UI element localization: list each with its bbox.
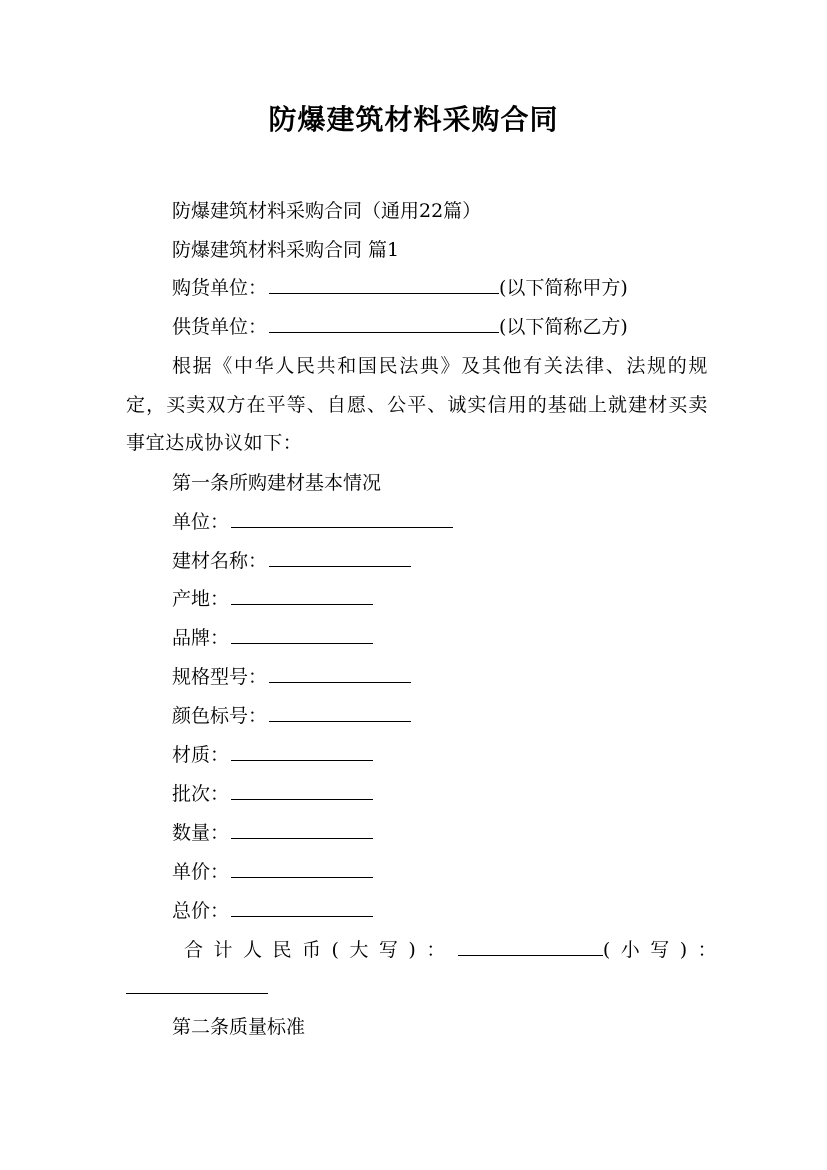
field-blank (269, 548, 411, 567)
field-label: 颜色标号： (172, 705, 268, 727)
field-unit-price (172, 853, 712, 892)
field-label: 单位： (172, 511, 230, 533)
subtitle: 防爆建筑材料采购合同（通用22篇） (172, 200, 482, 222)
supplier-blank (269, 314, 499, 333)
field-blank (231, 625, 373, 644)
field-spec (172, 658, 712, 697)
field-label: 产地： (172, 588, 230, 610)
total-rmb-lower-blank (126, 975, 268, 994)
supplier-label: 供货单位： (172, 316, 268, 338)
field-blank (269, 664, 411, 683)
total-rmb-line (184, 931, 728, 970)
buyer-suffix: (以下简称甲方) (499, 277, 628, 299)
field-blank (269, 703, 411, 722)
field-label: 品牌： (172, 627, 230, 649)
field-blank (231, 820, 373, 839)
total-rmb-upper-blank (458, 937, 603, 956)
buyer-blank (269, 275, 499, 294)
field-label: 规格型号： (172, 666, 268, 688)
section-heading: 防爆建筑材料采购合同 篇1 (172, 239, 400, 261)
field-batch (172, 775, 712, 814)
buyer-label: 购货单位： (172, 277, 268, 299)
field-blank (231, 509, 453, 528)
field-origin (172, 580, 712, 619)
intro-paragraph: 根据《中华人民共和国民法典》及其他有关法律、法规的规定，买卖双方在平等、自愿、公平、诚实信用的基础上就建材买卖事宜达成协议如下： (126, 355, 708, 454)
field-total-price (172, 892, 712, 931)
document-title: 防爆建筑材料采购合同 (268, 103, 559, 136)
total-rmb-upper-label: 合计人民币(大写)： (184, 939, 456, 961)
field-label: 建材名称： (172, 550, 268, 572)
field-material-name (172, 542, 712, 581)
total-rmb-lower-label: (小写)： (602, 939, 728, 961)
article1-title: 第一条所购建材基本情况 (172, 472, 382, 494)
field-material (172, 736, 712, 775)
field-label: 总价： (172, 900, 230, 922)
field-quantity (172, 814, 712, 853)
field-blank (231, 781, 373, 800)
supplier-line (172, 308, 712, 347)
article2-title: 第二条质量标准 (172, 1016, 306, 1038)
field-label: 批次： (172, 783, 230, 805)
field-label: 材质： (172, 744, 230, 766)
supplier-suffix: (以下简称乙方) (499, 316, 628, 338)
field-label: 数量： (172, 822, 230, 844)
field-blank (231, 898, 373, 917)
field-label: 单价： (172, 861, 230, 883)
field-blank (231, 586, 373, 605)
field-blank (231, 742, 373, 761)
total-rmb-lower-blank-line (126, 969, 706, 1008)
field-color-grade (172, 697, 712, 736)
field-blank (231, 859, 373, 878)
buyer-line (172, 269, 712, 308)
field-brand (172, 619, 712, 658)
field-unit (172, 503, 712, 542)
